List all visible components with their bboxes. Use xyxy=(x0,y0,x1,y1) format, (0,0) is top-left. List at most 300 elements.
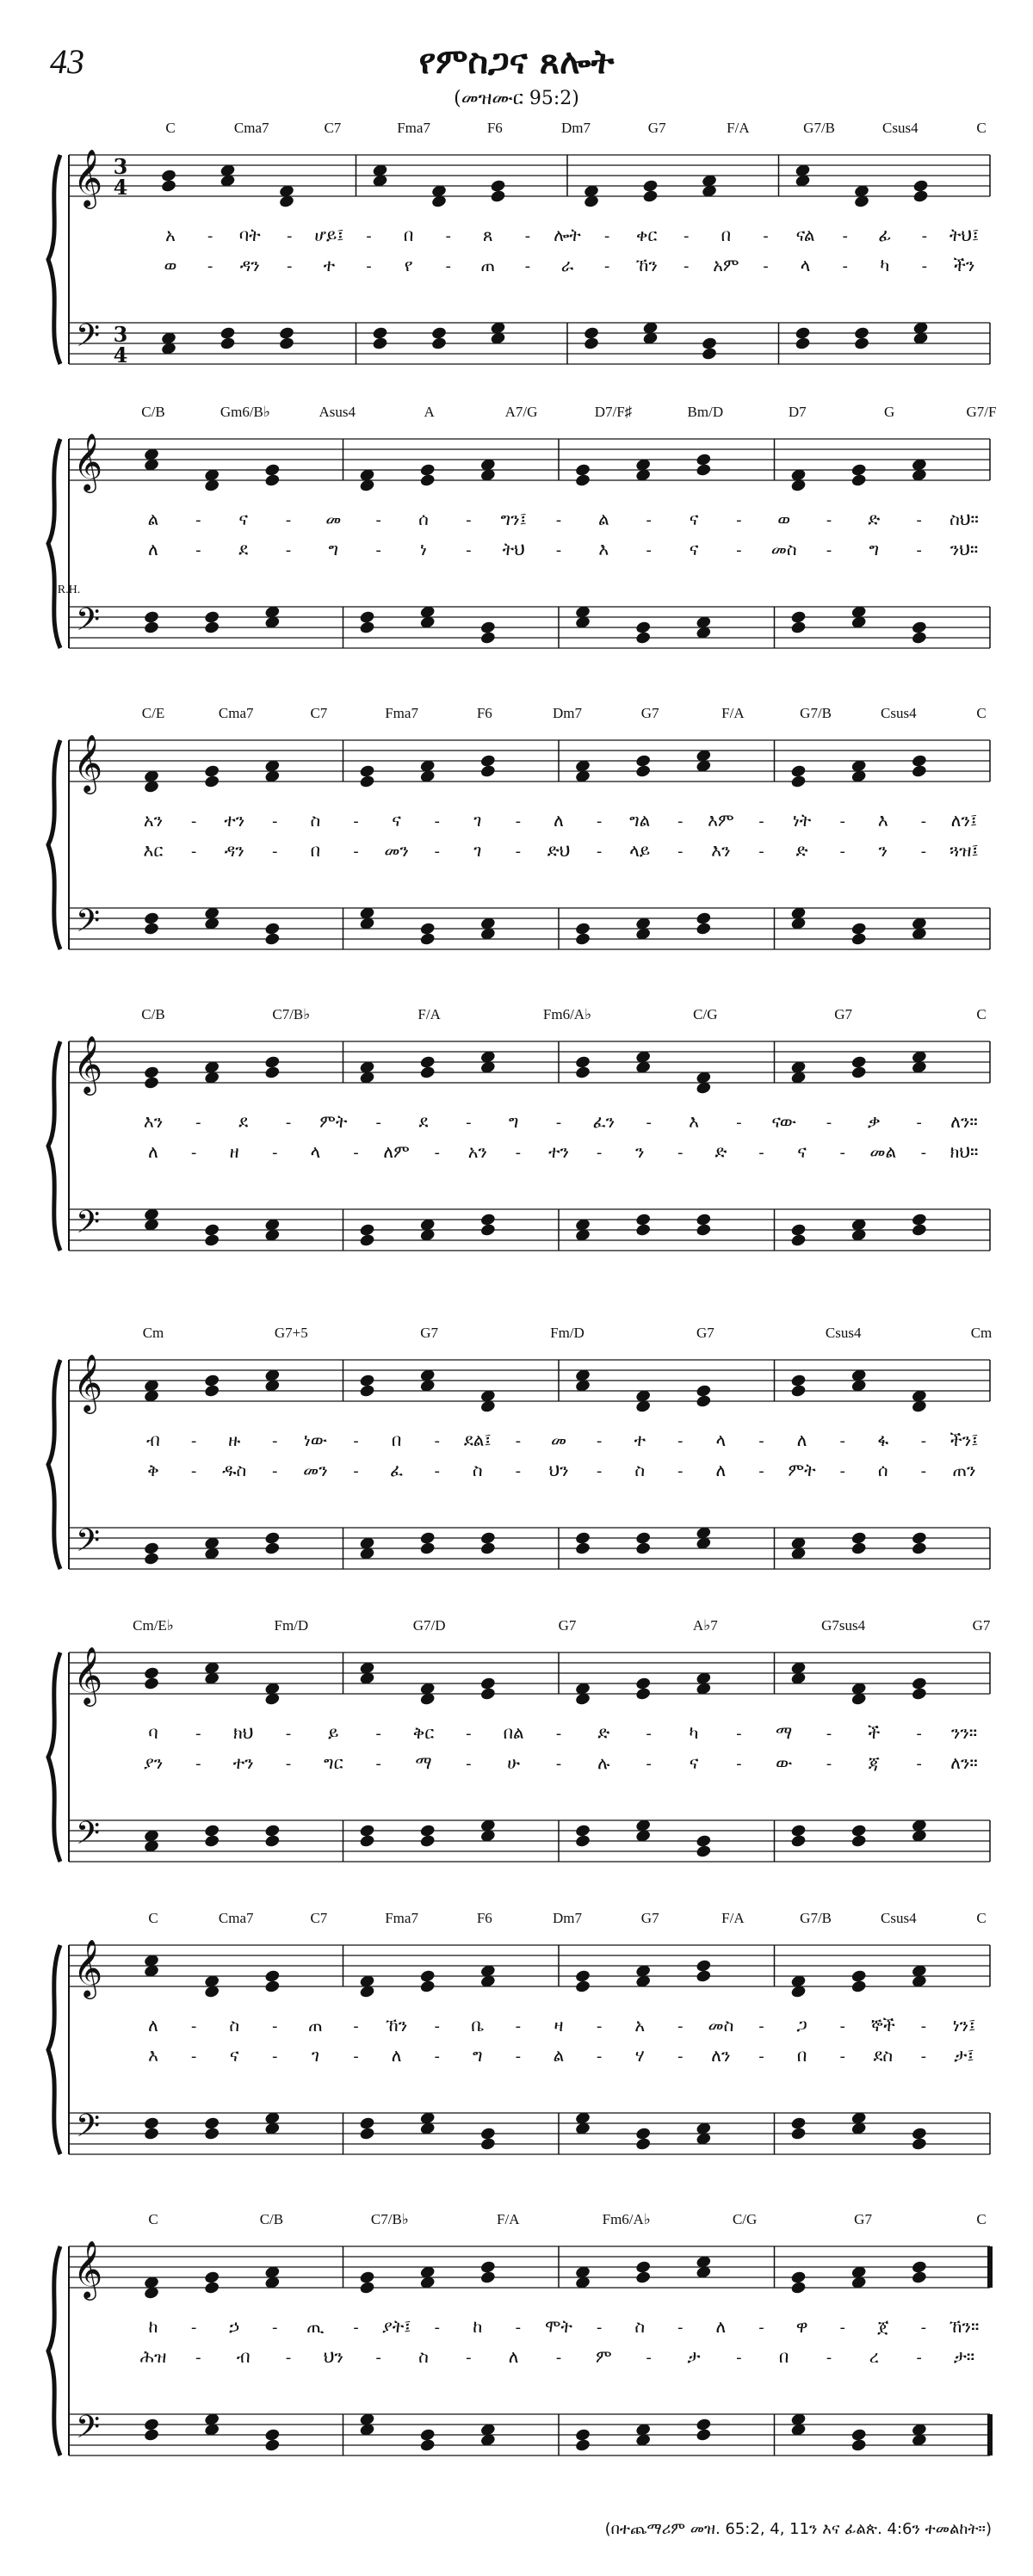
lyric-verse-1: ናል xyxy=(795,225,815,245)
lyric-verse-1: ል xyxy=(147,509,159,529)
bass-note xyxy=(419,1541,436,1556)
lyric-verse-2: ታ። xyxy=(953,2346,975,2367)
lyric-hyphen: - xyxy=(466,541,472,559)
lyric-hyphen: - xyxy=(603,257,610,275)
lyric-hyphen: - xyxy=(366,257,372,275)
lyric-hyphen: - xyxy=(190,2017,197,2035)
lyric-verse-2: ንህ። xyxy=(949,539,979,559)
lyric-verse-1: ል xyxy=(597,509,609,529)
chord-symbol: G7 xyxy=(558,1617,577,1634)
chord-symbol: C xyxy=(976,705,987,721)
treble-clef-icon: 𝄞 xyxy=(72,2239,103,2298)
lyric-hyphen: - xyxy=(596,2319,603,2337)
treble-note xyxy=(696,1969,712,1984)
lyric-verse-2: ስ xyxy=(634,1460,646,1480)
lyric-hyphen: - xyxy=(195,1755,201,1773)
lyric-hyphen: - xyxy=(826,511,832,529)
lyric-hyphen: - xyxy=(190,2319,197,2337)
lyric-hyphen: - xyxy=(434,2017,440,2035)
lyric-hyphen: - xyxy=(353,2319,359,2337)
bass-note xyxy=(911,631,927,646)
lyric-hyphen: - xyxy=(596,1462,603,1480)
lyric-verse-1: በ xyxy=(403,225,414,245)
lyric-hyphen: - xyxy=(916,1755,922,1773)
lyric-verse-1: ለን። xyxy=(950,1111,978,1132)
lyric-verse-1: ና xyxy=(392,810,401,831)
lyric-verse-1: ወ xyxy=(777,509,791,529)
lyric-hyphen: - xyxy=(677,1462,684,1480)
treble-note xyxy=(851,1980,867,1994)
chord-symbol: Cm xyxy=(970,1325,993,1341)
lyric-verse-1: እም xyxy=(708,810,734,831)
lyric-hyphen: - xyxy=(190,1144,197,1162)
lyric-verse-2: ህን xyxy=(548,1460,569,1480)
lyric-verse-2: እ xyxy=(148,2045,158,2066)
bass-note xyxy=(204,1834,220,1849)
lyric-verse-2: ደ xyxy=(238,539,249,559)
chord-symbol: F/A xyxy=(418,1006,441,1022)
lyric-hyphen: - xyxy=(758,2048,764,2066)
lyric-verse-2: ላይ xyxy=(629,840,651,861)
lyric-verse-2: ድ xyxy=(714,1141,727,1162)
treble-note xyxy=(912,189,929,204)
bass-note xyxy=(264,1834,281,1849)
lyric-verse-2: ሁ xyxy=(507,1752,521,1773)
lyric-hyphen: - xyxy=(555,511,562,529)
treble-note xyxy=(143,1677,159,1691)
lyric-verse-1: በል xyxy=(503,1722,524,1743)
chord-symbol: G7 xyxy=(834,1006,853,1022)
bass-note xyxy=(143,2428,159,2443)
lyric-verse-2: ለ xyxy=(508,2346,519,2367)
bass-staff xyxy=(69,323,990,364)
chord-symbol: G7/B xyxy=(803,120,836,136)
lyric-verse-2: ስ xyxy=(472,1460,483,1480)
lyric-verse-1: ኸን xyxy=(385,2015,408,2035)
lyric-hyphen: - xyxy=(596,812,603,831)
bass-note xyxy=(701,347,717,361)
lyric-verse-2: ለም xyxy=(383,1141,410,1162)
lyric-hyphen: - xyxy=(921,257,928,275)
page-subtitle: (መዝሙር 95:2) xyxy=(454,88,579,109)
lyric-verse-1: ባት xyxy=(238,225,261,245)
treble-clef-icon: 𝄞 xyxy=(72,733,103,792)
lyric-verse-1: ነው xyxy=(303,1430,327,1450)
bass-clef-icon: 𝄢 xyxy=(75,903,101,947)
lyric-hyphen: - xyxy=(596,2048,603,2066)
lyric-verse-1: ለ xyxy=(554,810,564,831)
chord-symbol: C7/B♭ xyxy=(272,1006,311,1022)
bass-note xyxy=(583,337,599,351)
lyric-verse-2: ላ xyxy=(800,255,811,275)
treble-time-top: 3 xyxy=(113,154,128,179)
treble-note xyxy=(479,2270,496,2285)
lyric-verse-1: ደ xyxy=(238,1111,249,1132)
lyric-hyphen: - xyxy=(272,843,278,861)
treble-clef-icon: 𝄞 xyxy=(72,1353,103,1412)
system-brace xyxy=(48,155,60,364)
lyric-verse-2: ሉ xyxy=(597,1752,610,1773)
lyric-hyphen: - xyxy=(920,1432,927,1450)
lyric-verse-2: ምት xyxy=(788,1460,816,1480)
chord-symbol: Fma7 xyxy=(385,705,418,721)
lyric-hyphen: - xyxy=(916,1725,922,1743)
lyric-verse-2: ኸን xyxy=(635,255,658,275)
bass-note xyxy=(911,1541,927,1556)
lyric-hyphen: - xyxy=(287,257,293,275)
system-brace xyxy=(48,1360,60,1569)
lyric-verse-2: ል xyxy=(553,2045,565,2066)
treble-note xyxy=(204,775,220,789)
lyric-hyphen: - xyxy=(736,2349,742,2367)
system-brace xyxy=(48,439,60,648)
lyric-hyphen: - xyxy=(596,2017,603,2035)
bass-clef-icon: 𝄢 xyxy=(75,2108,101,2152)
lyric-verse-2: ችን xyxy=(953,255,975,275)
lyric-hyphen: - xyxy=(677,812,684,831)
lyric-hyphen: - xyxy=(839,843,845,861)
chord-symbol: Dm7 xyxy=(553,1910,582,1926)
system-brace xyxy=(48,1652,60,1862)
lyric-verse-2: ብ xyxy=(236,2346,251,2367)
bass-note xyxy=(790,2127,807,2141)
chord-symbol: C xyxy=(148,1910,158,1926)
bass-time-bottom: 4 xyxy=(113,343,128,368)
treble-staff xyxy=(69,155,990,196)
lyric-verse-1: በ xyxy=(721,225,732,245)
lyric-verse-2: ን xyxy=(878,840,888,861)
chord-symbol: Gm6/B♭ xyxy=(220,404,270,420)
lyric-verse-2: ረ xyxy=(869,2346,879,2367)
lyric-verse-2: ካ xyxy=(880,255,890,275)
lyric-verse-1: ሰ xyxy=(418,509,429,529)
lyric-hyphen: - xyxy=(287,227,293,245)
lyric-verse-2: ው xyxy=(776,1752,793,1773)
lyric-hyphen: - xyxy=(736,511,742,529)
lyric-verse-2: ም xyxy=(595,2346,612,2367)
lyric-hyphen: - xyxy=(375,2349,381,2367)
lyric-verse-1: ትህ፤ xyxy=(949,225,980,245)
chord-symbol: C xyxy=(976,1006,987,1022)
lyric-hyphen: - xyxy=(195,1725,201,1743)
lyric-verse-1: ቅር xyxy=(412,1722,435,1743)
lyric-hyphen: - xyxy=(353,1144,359,1162)
lyric-hyphen: - xyxy=(353,843,359,861)
lyric-hyphen: - xyxy=(190,843,197,861)
lyric-verse-1: ሎት xyxy=(554,225,581,245)
treble-note xyxy=(419,1066,436,1080)
bass-note xyxy=(430,337,447,351)
treble-note xyxy=(264,473,281,488)
bass-note xyxy=(278,337,294,351)
treble-note xyxy=(574,1980,591,1994)
lyric-verse-2: ያን xyxy=(143,1752,164,1773)
lyric-verse-1: ከ xyxy=(473,2316,483,2337)
lyric-hyphen: - xyxy=(466,1114,472,1132)
lyric-verse-2: ራ xyxy=(560,255,574,275)
chord-symbol: F/A xyxy=(721,705,745,721)
lyric-hyphen: - xyxy=(677,2048,684,2066)
lyric-verse-1: ስ xyxy=(634,2316,646,2337)
treble-note xyxy=(160,179,176,194)
lyric-verse-2: በ xyxy=(310,840,321,861)
lyric-verse-2: ፈ xyxy=(390,1460,404,1480)
lyric-hyphen: - xyxy=(272,1144,278,1162)
bass-note xyxy=(143,2127,159,2141)
bass-note xyxy=(479,1541,496,1556)
lyric-verse-2: በ xyxy=(796,2045,807,2066)
lyric-hyphen: - xyxy=(596,1432,603,1450)
lyric-hyphen: - xyxy=(763,257,769,275)
lyric-hyphen: - xyxy=(603,227,610,245)
lyric-hyphen: - xyxy=(375,1755,381,1773)
lyric-verse-1: ስ xyxy=(229,2015,240,2035)
chord-symbol: Csus4 xyxy=(825,1325,862,1341)
chord-symbol: C7 xyxy=(310,705,328,721)
lyric-verse-1: ስ xyxy=(310,810,321,831)
lyric-verse-1: አን xyxy=(143,810,164,831)
bass-note xyxy=(220,337,236,351)
lyric-hyphen: - xyxy=(285,2349,292,2367)
lyric-verse-2: ዘ xyxy=(229,1141,239,1162)
lyric-hyphen: - xyxy=(285,1114,292,1132)
lyric-hyphen: - xyxy=(684,257,690,275)
chord-symbol: F/A xyxy=(727,120,750,136)
chord-symbol: Csus4 xyxy=(881,1910,917,1926)
lyric-verse-1: ዛ xyxy=(554,2015,564,2035)
chord-symbol: G7/B xyxy=(800,705,832,721)
chord-symbol: Csus4 xyxy=(881,705,917,721)
lyric-hyphen: - xyxy=(272,2319,278,2337)
lyric-verse-1: ች xyxy=(868,1722,881,1743)
chord-symbol: C7 xyxy=(310,1910,328,1926)
lyric-verse-1: ማ xyxy=(776,1722,793,1743)
lyric-hyphen: - xyxy=(555,1755,562,1773)
bass-note xyxy=(479,2137,496,2152)
lyric-hyphen: - xyxy=(920,2048,927,2066)
treble-note xyxy=(696,463,712,478)
lyric-verse-1: ተን xyxy=(224,810,245,831)
treble-time-bottom: 4 xyxy=(113,175,128,200)
lyric-verse-2: ሃ xyxy=(634,2045,645,2066)
system-brace xyxy=(48,740,60,949)
treble-clef-icon: 𝄞 xyxy=(72,1938,103,1997)
bass-note xyxy=(696,1844,712,1859)
lyric-hyphen: - xyxy=(920,1462,927,1480)
lyric-hyphen: - xyxy=(515,1462,522,1480)
lyric-verse-1: መስ xyxy=(708,2015,734,2035)
lyric-verse-1: ፈን xyxy=(592,1111,615,1132)
chord-symbol: Fma7 xyxy=(397,120,430,136)
lyric-verse-1: ገ xyxy=(473,810,482,831)
treble-note xyxy=(143,1076,159,1090)
lyric-verse-1: ብ xyxy=(146,1430,160,1450)
treble-clef-icon: 𝄞 xyxy=(72,1035,103,1093)
bass-note xyxy=(479,631,496,646)
chord-symbol: C xyxy=(148,2211,158,2227)
bass-note xyxy=(795,337,811,351)
chord-symbol: A7/G xyxy=(504,404,538,420)
lyric-verse-1: ፋ xyxy=(877,1430,889,1450)
lyric-hyphen: - xyxy=(736,1114,742,1132)
lyric-verse-1: ያት፤ xyxy=(381,2316,411,2337)
lyric-hyphen: - xyxy=(524,257,531,275)
lyric-verse-1: እ xyxy=(689,1111,699,1132)
bass-note xyxy=(635,2137,652,2152)
lyric-hyphen: - xyxy=(366,227,372,245)
lyric-verse-2: ጃ xyxy=(868,1752,880,1773)
lyric-verse-1: ናው xyxy=(771,1111,796,1132)
chord-symbol: F/A xyxy=(497,2211,520,2227)
lyric-verse-2: ድህ xyxy=(547,840,571,861)
chord-symbol: D7/F♯ xyxy=(594,404,633,420)
treble-note xyxy=(911,1687,927,1702)
lyric-verse-1: ግል xyxy=(629,810,651,831)
lyric-hyphen: - xyxy=(646,541,652,559)
lyric-verse-2: ለ xyxy=(391,2045,402,2066)
lyric-hyphen: - xyxy=(920,843,927,861)
treble-note xyxy=(635,1687,652,1702)
lyric-hyphen: - xyxy=(842,227,848,245)
lyric-verse-1: ጋ xyxy=(796,2015,807,2035)
lyric-verse-2: እን xyxy=(711,840,731,861)
lyric-hyphen: - xyxy=(375,1725,381,1743)
footnote: (በተጨማሪም መዝ. 65:2, 4, 11ን እና ፊልጵ. 4:6ን ተመልከት።) xyxy=(604,2520,992,2538)
chord-symbol: C7 xyxy=(324,120,342,136)
lyric-hyphen: - xyxy=(677,2319,684,2337)
lyric-hyphen: - xyxy=(375,1114,381,1132)
lyric-hyphen: - xyxy=(758,1432,764,1450)
bass-note xyxy=(790,621,807,635)
lyric-verse-2: ክህ። xyxy=(949,1141,979,1162)
bass-clef-icon: 𝄢 xyxy=(75,1815,101,1859)
lyric-verse-2: ታ xyxy=(687,2346,701,2367)
lyric-hyphen: - xyxy=(684,227,690,245)
lyric-verse-2: ዱስ xyxy=(222,1460,247,1480)
lyric-hyphen: - xyxy=(677,1144,684,1162)
lyric-hyphen: - xyxy=(839,1432,845,1450)
chord-symbol: Fm6/A♭ xyxy=(542,1006,592,1022)
lyric-hyphen: - xyxy=(758,1462,764,1480)
lyric-hyphen: - xyxy=(272,2048,278,2066)
lyric-verse-1: ኞች xyxy=(870,2015,895,2035)
bass-note xyxy=(851,932,867,947)
lyric-verse-2: መስ xyxy=(770,539,797,559)
lyric-hyphen: - xyxy=(646,1114,652,1132)
bass-note xyxy=(264,1541,281,1556)
lyric-verse-1: ሆይ፤ xyxy=(314,225,344,245)
lyric-verse-1: ኃ xyxy=(229,2316,240,2337)
bass-clef-icon: 𝄢 xyxy=(75,1523,101,1566)
lyric-hyphen: - xyxy=(353,812,359,831)
lyric-verse-1: ሞት xyxy=(545,2316,572,2337)
system-brace xyxy=(48,1945,60,2154)
chord-symbol: C7/B♭ xyxy=(370,2211,409,2227)
lyric-verse-1: ባ xyxy=(148,1722,158,1743)
chord-symbol: F6 xyxy=(476,705,492,721)
treble-note xyxy=(359,775,375,789)
lyric-hyphen: - xyxy=(916,2349,922,2367)
lyric-hyphen: - xyxy=(758,843,764,861)
lyric-verse-1: ለ xyxy=(715,2316,727,2337)
bass-note xyxy=(479,1223,496,1238)
chord-symbol: G7/B xyxy=(800,1910,832,1926)
lyric-hyphen: - xyxy=(839,2048,845,2066)
lyric-verse-2: ና xyxy=(229,2045,239,2066)
chord-symbol: Fma7 xyxy=(385,1910,418,1926)
lyric-verse-1: ችን፤ xyxy=(949,1430,979,1450)
treble-note xyxy=(574,1066,591,1080)
lyric-hyphen: - xyxy=(839,2319,845,2337)
treble-note xyxy=(642,189,659,204)
lyric-verse-2: ገ xyxy=(311,2045,319,2066)
lyric-verse-1: ጢ xyxy=(306,2316,325,2337)
bass-note xyxy=(851,2438,867,2453)
lyric-verse-2: መን xyxy=(303,1460,328,1480)
chord-symbol: F/A xyxy=(721,1910,745,1926)
bass-clef-icon: 𝄢 xyxy=(75,2409,101,2453)
lyric-hyphen: - xyxy=(466,2349,472,2367)
lyric-verse-1: ዋ xyxy=(795,2316,808,2337)
lyric-hyphen: - xyxy=(646,1755,652,1773)
lyric-hyphen: - xyxy=(826,1114,832,1132)
lyric-hyphen: - xyxy=(763,227,769,245)
lyric-hyphen: - xyxy=(677,2017,684,2035)
lyric-hyphen: - xyxy=(920,812,927,831)
lyric-verse-1: ካ xyxy=(689,1722,699,1743)
bass-note xyxy=(696,2428,712,2443)
treble-note xyxy=(479,1687,496,1702)
bass-note xyxy=(635,1541,652,1556)
chord-symbol: G xyxy=(883,404,895,420)
lyric-hyphen: - xyxy=(758,1144,764,1162)
lyric-hyphen: - xyxy=(434,1144,440,1162)
treble-note xyxy=(790,775,807,789)
treble-clef-icon: 𝄞 xyxy=(72,148,103,207)
lyric-verse-2: አን xyxy=(467,1141,487,1162)
lyric-hyphen: - xyxy=(839,1144,845,1162)
lyric-hyphen: - xyxy=(434,1432,440,1450)
lyric-verse-1: አ xyxy=(165,225,176,245)
lyric-hyphen: - xyxy=(515,2048,522,2066)
lyric-verse-1: ከ xyxy=(148,2316,158,2337)
lyric-verse-1: ስህ። xyxy=(949,509,979,529)
bass-note xyxy=(574,1541,591,1556)
treble-note xyxy=(911,764,927,779)
lyric-hyphen: - xyxy=(195,1114,201,1132)
lyric-hyphen: - xyxy=(515,1432,522,1450)
bass-note xyxy=(264,2438,281,2453)
bass-note xyxy=(143,1552,159,1566)
lyric-verse-1: ነት xyxy=(792,810,812,831)
lyric-verse-2: ማ xyxy=(415,1752,432,1773)
lyric-hyphen: - xyxy=(466,511,472,529)
lyric-hyphen: - xyxy=(758,812,764,831)
bass-note xyxy=(635,631,652,646)
lyric-verse-2: ቅ xyxy=(147,1460,159,1480)
lyric-verse-2: ጠ xyxy=(480,255,496,275)
lyric-verse-2: ድ xyxy=(795,840,808,861)
lyric-hyphen: - xyxy=(555,2349,562,2367)
treble-note xyxy=(635,2270,652,2285)
lyric-verse-2: ተ xyxy=(323,255,336,275)
lyric-verse-2: ግ xyxy=(473,2045,483,2066)
lyric-verse-2: ለ xyxy=(148,1141,158,1162)
lyric-hyphen: - xyxy=(646,1725,652,1743)
lyric-hyphen: - xyxy=(916,1114,922,1132)
chord-symbol: Cm/E♭ xyxy=(133,1617,174,1634)
lyric-verse-1: ነን፤ xyxy=(952,2015,976,2035)
